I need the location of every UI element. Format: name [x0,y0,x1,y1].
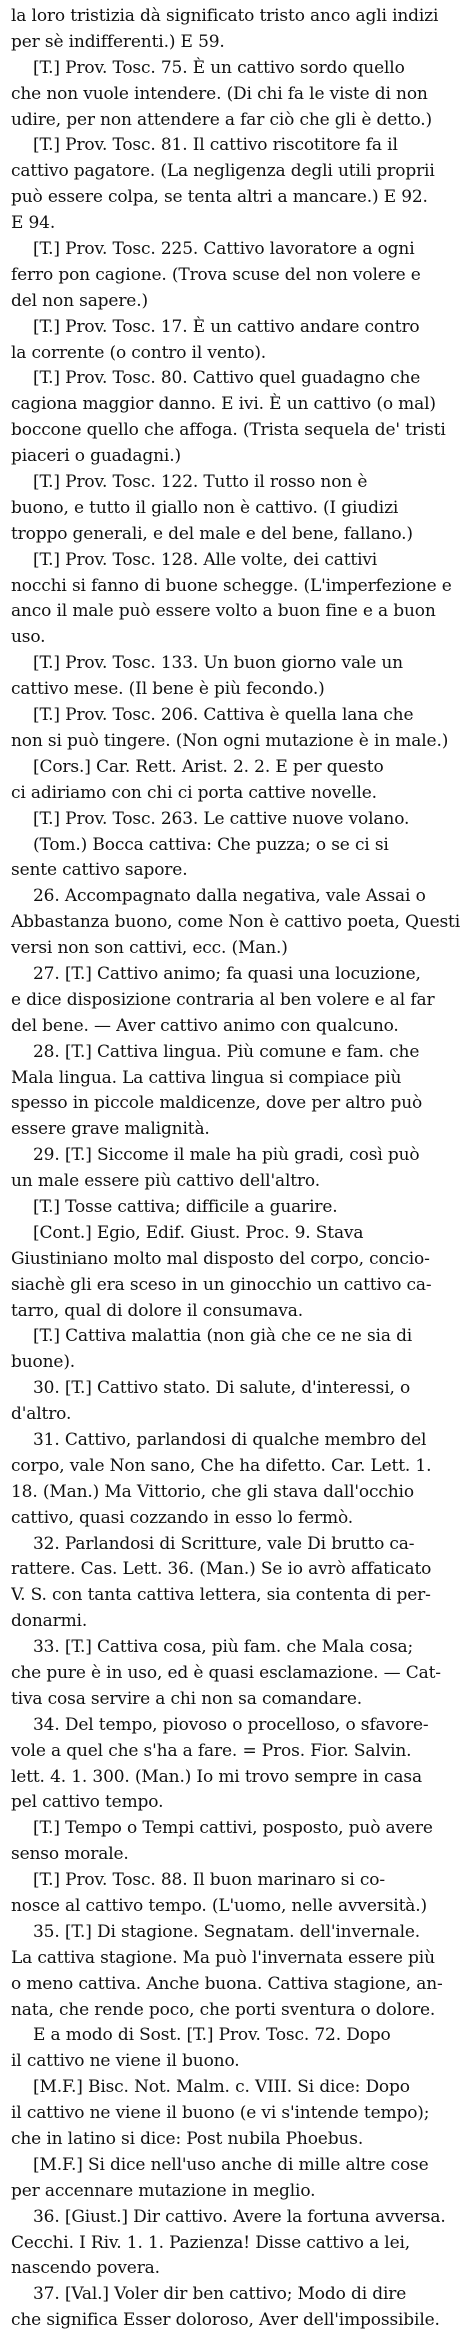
text-line: [T.] Prov. Tosc. 133. Un buon giorno vale un [33,653,403,674]
text-line: rattere. Cas. Lett. 36. (Man.) Se io avrò affaticato [11,1559,432,1580]
text-line: piaceri o guadagni.) [11,446,181,467]
text-line: nocchi si fanno di buone schegge. (L'imperfezione e [11,575,452,596]
text-line: [T.] Cattiva malattia (non già che ce ne sia di [33,1326,413,1347]
text-line: V. S. con tanta cattiva lettera, sia contenta di per- [11,1585,431,1606]
text-line: [T.] Prov. Tosc. 17. È un cattivo andare contro [33,316,420,337]
text-line: il cattivo ne viene il buono (e vi s'intende tempo); [11,2103,430,2124]
text-line: anco il male può essere volto a buon fine e a buon [11,601,436,622]
text-line: Cecchi. I Riv. 1. 1. Pazienza! Disse cattivo a lei, [11,2232,411,2253]
text-line: del bene. — Aver cattivo animo con qualcuno. [11,1015,399,1036]
text-line: del non sapere.) [11,290,148,311]
text-line: buono, e tutto il giallo non è cattivo. (I giudizi [11,497,399,518]
text-line: cattivo mese. (Il bene è più fecondo.) [11,679,325,700]
entry-sense-line: 31. Cattivo, parlandosi di qualche membro del [33,1429,427,1450]
text-line: 18. (Man.) Ma Vittorio, che gli stava dall'occhio [11,1481,414,1502]
text-line: Mala lingua. La cattiva lingua si compiace più [11,1067,402,1088]
text-line: buone). [11,1352,76,1373]
text-line: il cattivo ne viene il buono. [11,2051,240,2072]
entry-sense-line: 33. [T.] Cattiva cosa, più fam. che Mala cosa; [33,1637,414,1658]
text-line: [Cors.] Car. Rett. Arist. 2. 2. E per questo [33,756,384,777]
entry-sense-line: 34. Del tempo, piovoso o procelloso, o sfavore- [33,1714,429,1735]
entry-sense-line: 30. [T.] Cattivo stato. Di salute, d'interessi, o [33,1378,411,1399]
text-line: Giustiniano molto mal disposto del corpo, concio- [11,1248,430,1269]
text-line: [T.] Prov. Tosc. 225. Cattivo lavoratore a ogni [33,239,415,260]
text-line: [T.] Prov. Tosc. 128. Alle volte, dei cattivi [33,549,378,570]
text-line: versi non son cattivi, ecc. (Man.) [11,938,288,959]
text-line: [M.F.] Bisc. Not. Malm. c. VIII. Si dice: Dopo [33,2077,410,2098]
text-line: E a modo di Sost. [T.] Prov. Tosc. 72. Dopo [33,2025,391,2046]
text-line: tarro, qual di dolore il consumava. [11,1300,303,1321]
text-line: tiva cosa servire a chi non sa comandare. [11,1688,363,1709]
text-line: non si può tingere. (Non ogni mutazione è in male.) [11,730,449,751]
text-line: nosce al cattivo tempo. (L'uomo, nelle avversità.) [11,1896,427,1917]
text-line: per accennare mutazione in meglio. [11,2180,316,2201]
text-line: (Tom.) Bocca cattiva: Che puzza; o se ci si [33,834,389,855]
entry-sense-line: 35. [T.] Di stagione. Segnatam. dell'invernale. [33,1921,421,1942]
text-line: lett. 4. 1. 300. (Man.) Io mi trovo sempre in casa [11,1766,422,1787]
text-line: la corrente (o contro il vento). [11,342,267,363]
text-line: [T.] Tempo o Tempi cattivi, posposto, può avere [33,1818,433,1839]
entry-sense-line: 28. [T.] Cattiva lingua. Più comune e fam. che [33,1041,420,1062]
text-line: udire, per non attendere a far ciò che gli è detto.) [11,109,433,130]
text-line: cattivo pagatore. (La negligenza degli utili proprii [11,161,435,182]
text-line: può essere colpa, se tenta altri a mancare.) E 92. [11,187,428,208]
text-line: che non vuole intendere. (Di chi fa le viste di non [11,83,428,104]
text-line: senso morale. [11,1844,129,1865]
text-line: che significa Esser doloroso, Aver dell'impossibile. [11,2310,440,2331]
text-line: che pure è in uso, ed è quasi esclamazione. — Cat- [11,1663,441,1683]
text-line: spesso in piccole maldicenze, dove per altro può [11,1093,423,1114]
entry-sense-line: 37. [Val.] Voler dir ben cattivo; Modo di dire [33,2284,407,2305]
text-line: cattivo, quasi cozzando in esso lo fermò. [11,1507,354,1528]
text-line: corpo, vale Non sano, Che ha difetto. Car. Lett. 1. [11,1455,432,1476]
entry-sense-line: 32. Parlandosi di Scritture, vale Di brutto ca- [33,1533,415,1554]
text-line: [T.] Prov. Tosc. 263. Le cattive nuove volano. [33,808,410,829]
text-line: ferro pon cagione. (Trova scuse del non volere e [11,264,421,285]
text-line: pel cattivo tempo. [11,1792,164,1813]
text-line: siachè gli era sceso in un ginocchio un cattivo ca- [11,1274,432,1295]
text-line: nascendo povera. [11,2258,160,2279]
text-line: [T.] Prov. Tosc. 122. Tutto il rosso non è [33,472,368,493]
text-line: sente cattivo sapore. [11,860,188,881]
text-line: Abbastanza buono, come Non è cattivo poeta, Questi [11,912,461,933]
text-line: [T.] Prov. Tosc. 75. È un cattivo sordo quello [33,57,405,78]
text-line: vole a quel che s'ha a fare. = Pros. Fior. Salvin. [11,1740,412,1761]
text-line: ci adiriamo con chi ci porta cattive novelle. [11,782,377,803]
entry-sense-line: 29. [T.] Siccome il male ha più gradi, così può [33,1145,420,1166]
text-line: boccone quello che affoga. (Trista sequela de' tristi [11,420,446,441]
text-line: uso. [11,627,46,648]
text-line: un male essere più cattivo dell'altro. [11,1171,320,1192]
text-line: d'altro. [11,1404,72,1425]
text-line: [T.] Tosse cattiva; difficile a guarire. [33,1196,338,1217]
text-line: nata, che rende poco, che porti sventura o dolore. [11,1999,436,2020]
text-line: [T.] Prov. Tosc. 80. Cattivo quel guadagno che [33,368,421,389]
text-line: [T.] Prov. Tosc. 206. Cattiva è quella lana che [33,705,414,726]
entry-sense-line: 27. [T.] Cattivo animo; fa quasi una locuzione, [33,963,421,984]
text-line: [Cont.] Egio, Edif. Giust. Proc. 9. Stava [33,1222,364,1243]
text-line: [M.F.] Si dice nell'uso anche di mille altre cose [33,2154,429,2175]
text-line: cagiona maggior danno. E ivi. È un cattivo (o mal) [11,394,436,415]
text-line: troppo generali, e del male e del bene, fallano.) [11,523,413,544]
text-line: E 94. [11,213,56,234]
entry-sense-line: 36. [Giust.] Dir cattivo. Avere la fortuna avversa. [33,2206,446,2227]
text-line: donarmi. [11,1611,88,1632]
text-line: La cattiva stagione. Ma può l'invernata essere più [11,1947,435,1968]
text-line: o meno cattiva. Anche buona. Cattiva stagione, an- [11,1973,443,1994]
text-line: [T.] Prov. Tosc. 81. Il cattivo riscotitore fa il [33,135,398,156]
text-line: e dice disposizione contraria al ben volere e al far [11,989,435,1010]
text-line: che in latino si dice: Post nubila Phoebus. [11,2129,364,2150]
text-line: la loro tristizia dà significato tristo anco agli indizi [11,6,439,26]
entry-sense-line: 26. Accompagnato dalla negativa, vale Assai o [33,886,426,907]
text-line: [T.] Prov. Tosc. 88. Il buon marinaro si co- [33,1870,385,1891]
text-line: per sè indifferenti.) E 59. [11,31,225,52]
text-line: essere grave malignità. [11,1119,210,1140]
